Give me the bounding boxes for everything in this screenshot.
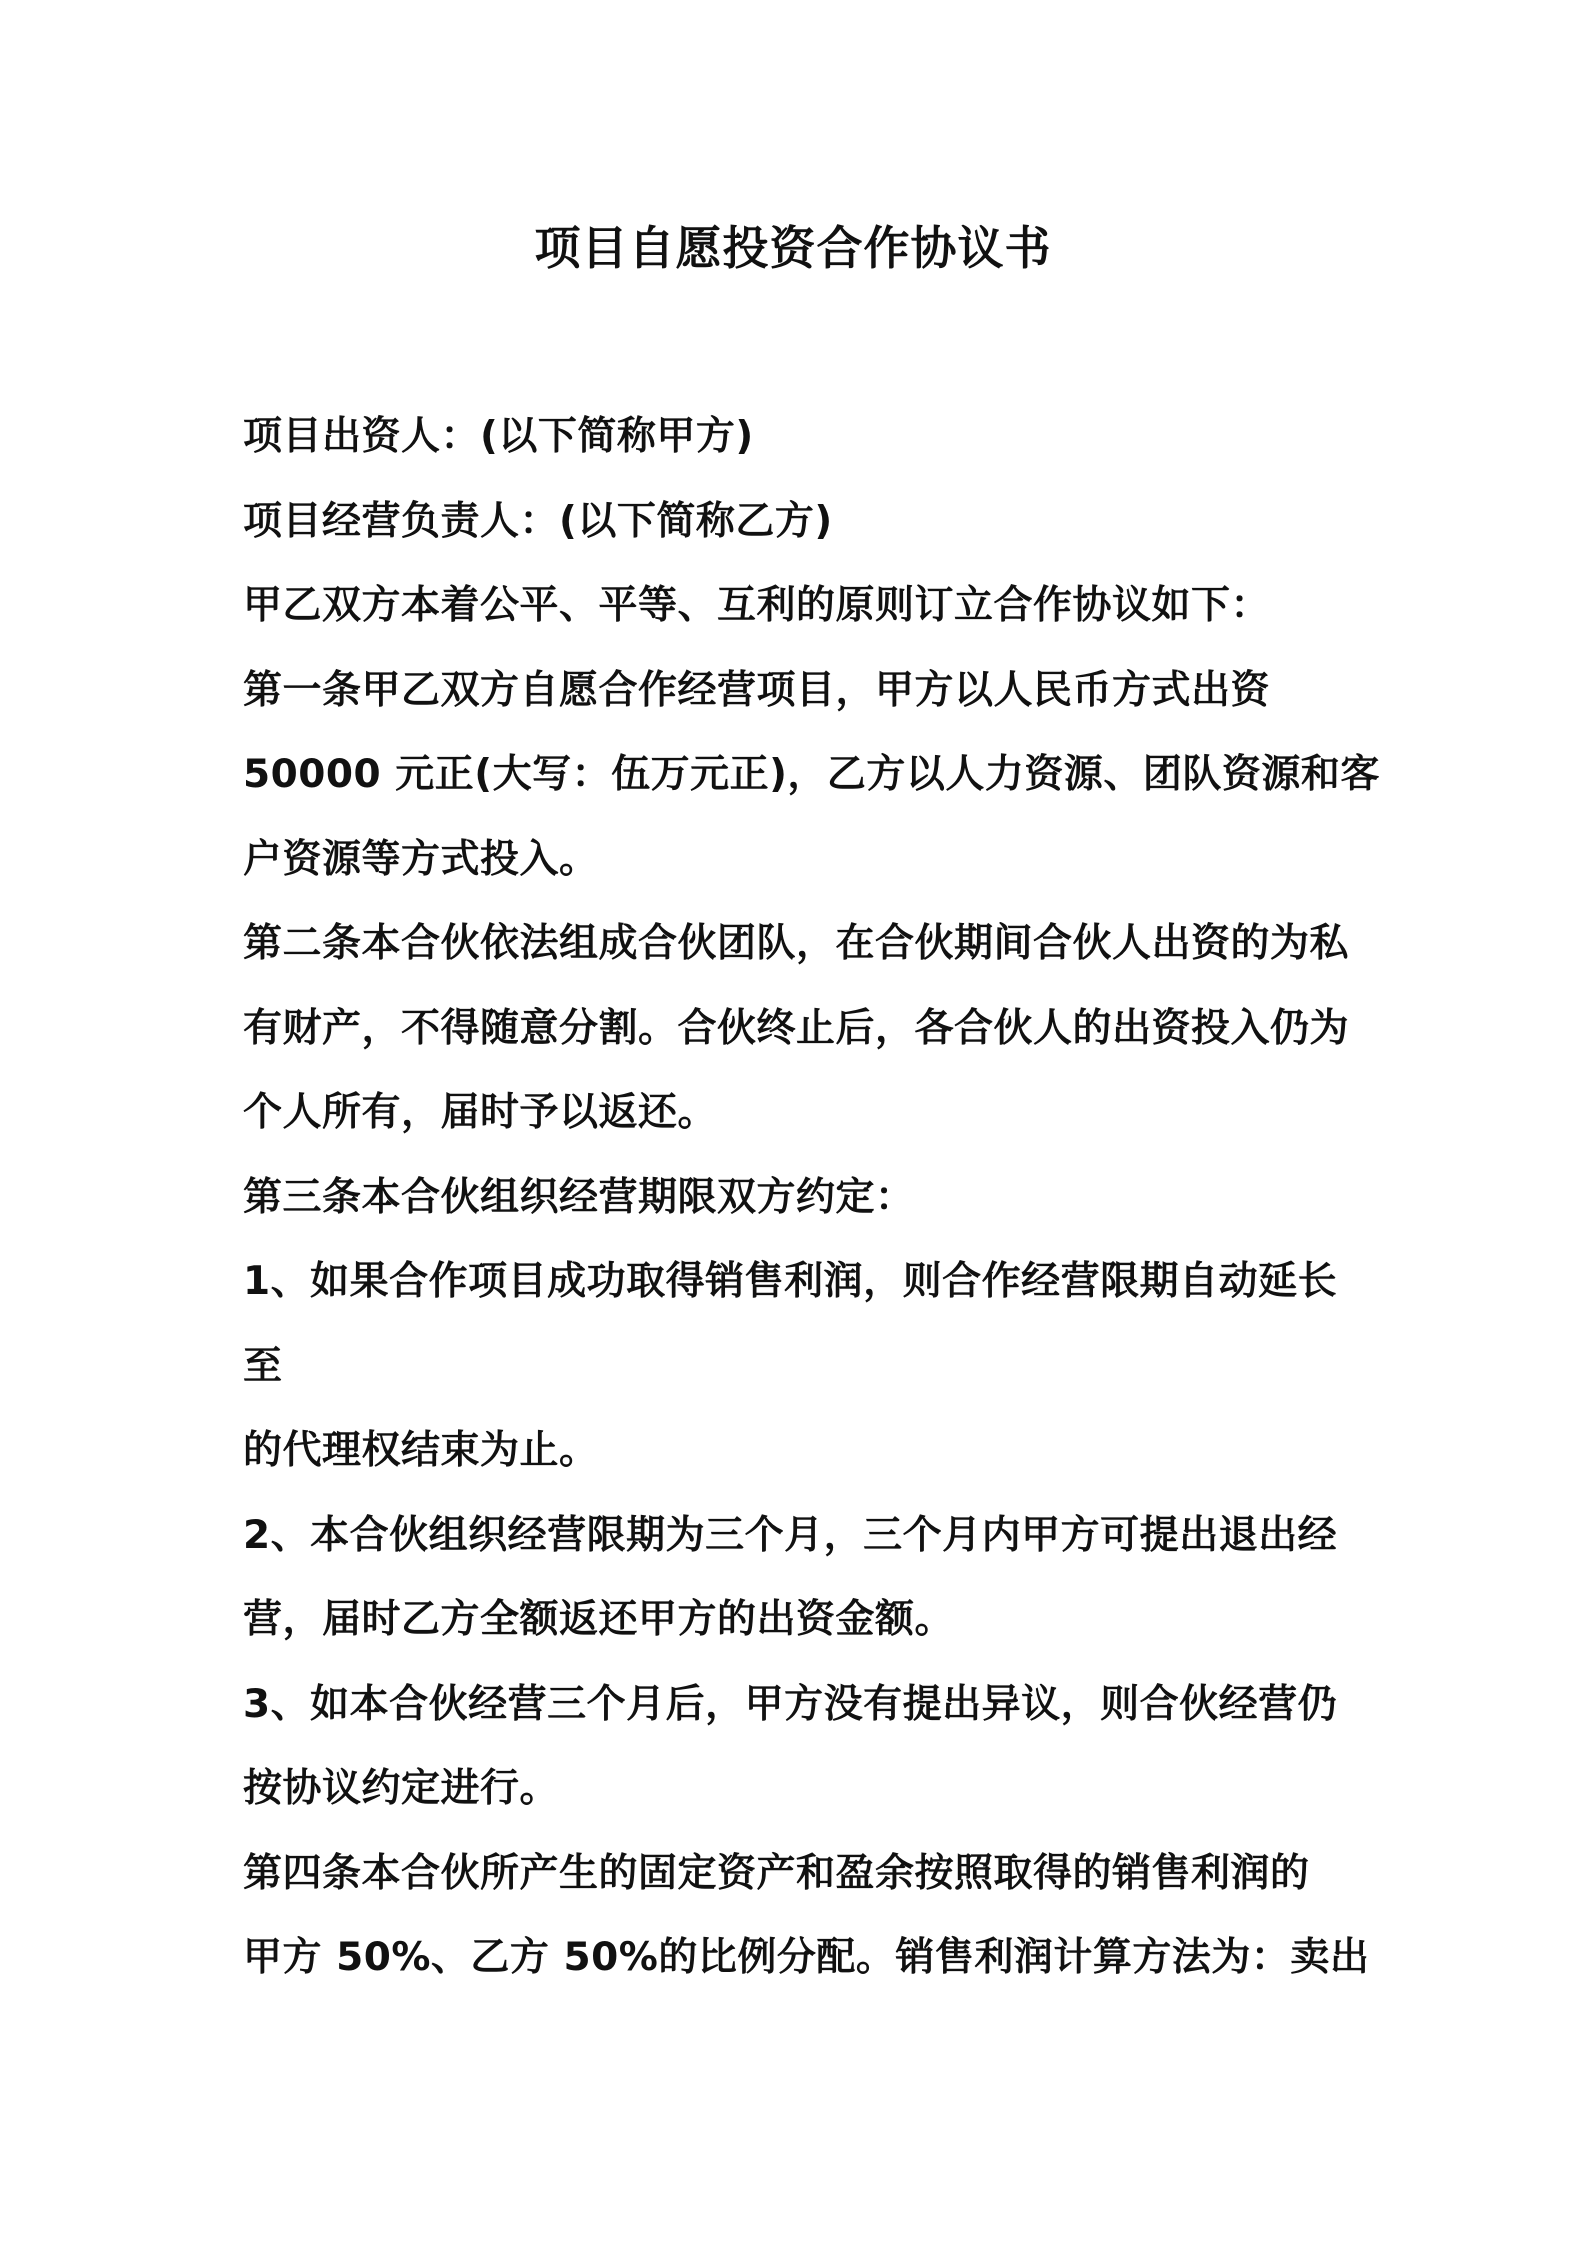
body-line-clause-2-end: 营，届时乙方全额返还甲方的出资金额。 [243,1597,955,1642]
document-body [243,395,1380,2001]
body-line-article-1-end: 户资源等方式投入。 [243,836,599,882]
body-line-clause-3-end: 按协议约定进行。 [243,1766,560,1811]
body-line-manager: 项目经营负责人：(以下简称乙方) [243,498,833,544]
body-line-article-2-cont: 有财产，不得随意分割。合伙终止后，各合伙人的出资投入仍为 [243,1005,1350,1051]
body-line-article-2-end: 个人所有，届时予以返还。 [243,1090,718,1135]
document-title: 项目自愿投资合作协议书 [534,221,1052,275]
body-line-investor: 项目出资人：(以下简称甲方) [243,414,754,459]
body-line-article-4-cont: 甲方 50%、乙方 50%的比例分配。销售利润计算方法为：卖出 [243,1935,1370,1980]
body-line-preamble: 甲乙双方本着公平、平等、互利的原则订立合作协议如下： [243,583,1271,628]
body-line-clause-1: 1、如果合作项目成功取得销售利润，则合作经营限期自动延长 [243,1259,1338,1304]
body-line-article-2: 第二条本合伙依法组成合伙团队，在合伙期间合伙人出资的为私 [243,921,1350,966]
body-line-article-4: 第四条本合伙所产生的固定资产和盈余按照取得的销售利润的 [243,1850,1310,1896]
body-line-clause-3: 3、如本合伙经营三个月后，甲方没有提出异议，则合伙经营仍 [243,1681,1338,1727]
body-line-clause-2: 2、本合伙组织经营限期为三个月，三个月内甲方可提出退出经 [243,1512,1338,1558]
body-line-clause-1-cont: 至 [243,1343,283,1389]
body-line-article-1-cont: 50000 元正(大写：伍万元正)，乙方以人力资源、团队资源和客 [243,752,1380,797]
body-line-clause-1-end: 的代理权结束为止。 [243,1428,599,1473]
body-line-article-3: 第三条本合伙组织经营期限双方约定： [243,1174,915,1220]
body-line-article-1: 第一条甲乙双方自愿合作经营项目，甲方以人民币方式出资 [243,667,1271,713]
